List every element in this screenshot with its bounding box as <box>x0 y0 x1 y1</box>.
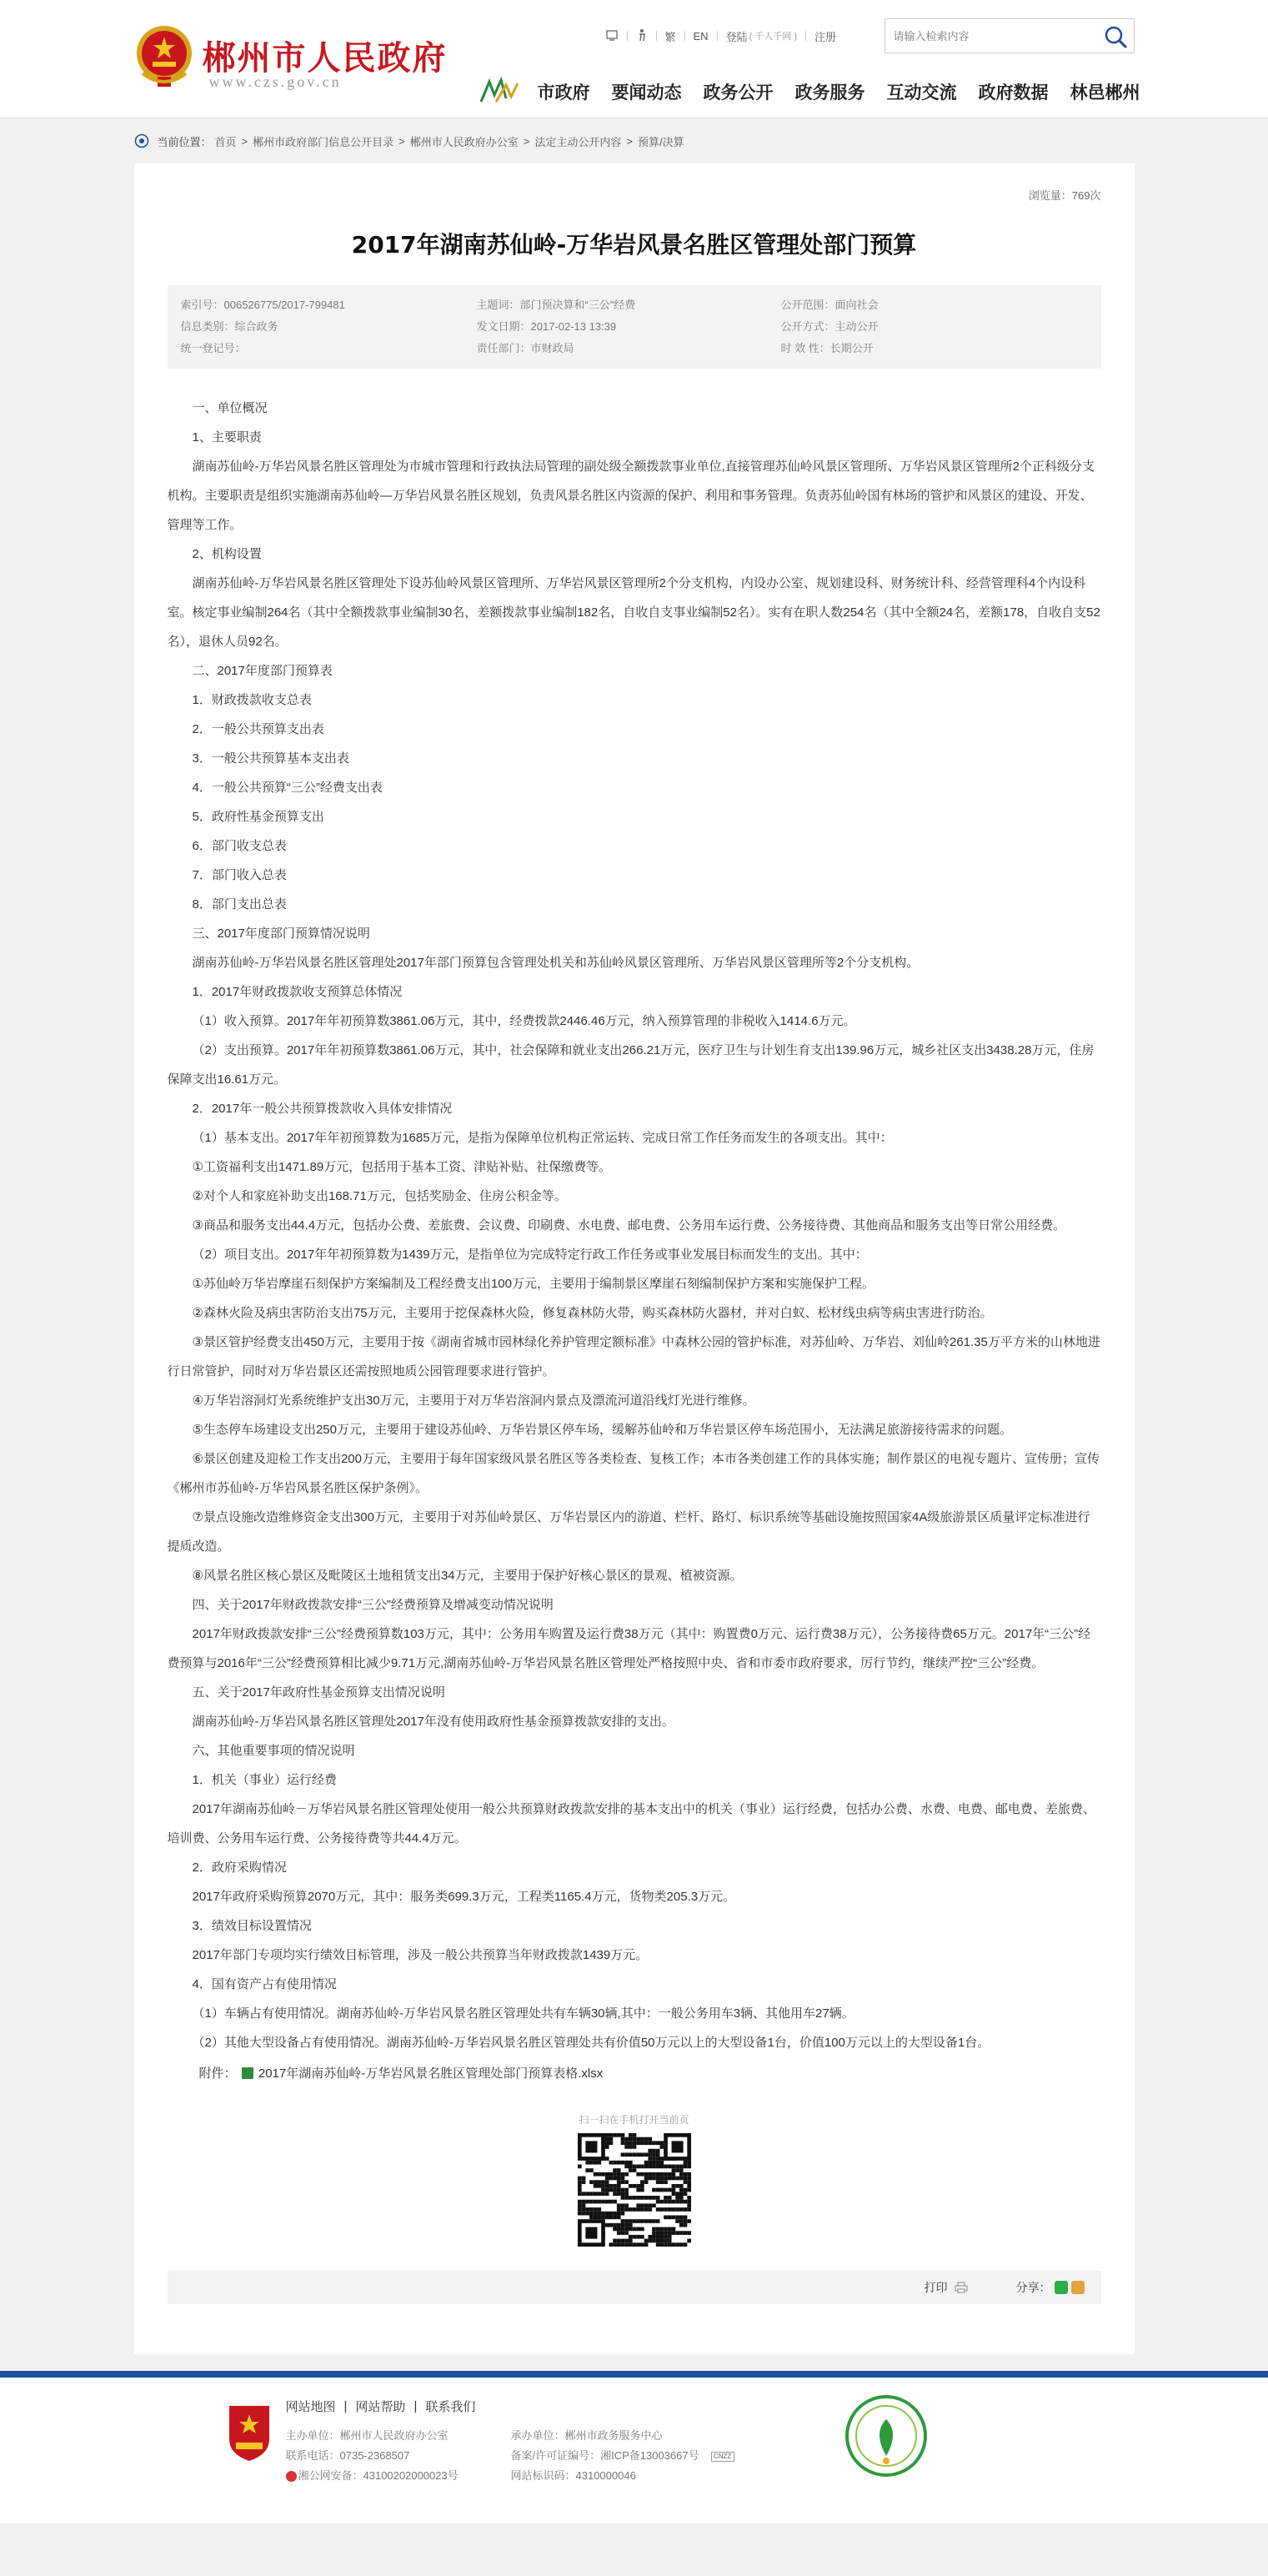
wechat-icon[interactable] <box>1055 2281 1068 2294</box>
main-nav <box>478 77 1140 107</box>
article-paragraph: （2）其他大型设备占有使用情况。湖南苏仙岭-万华岩风景名胜区管理处共有价值50万元以上的大型设备1台，价值100万元以上的大型设备1台。 <box>192 2036 990 2050</box>
article-toolbar <box>168 2271 1101 2304</box>
meta-category: 信息类别：综合政务 <box>180 320 278 333</box>
footer-icp[interactable] <box>511 2446 734 2466</box>
meta-dept: 责任部门：市财政局 <box>476 342 574 354</box>
article-paragraph: 2017年部门专项均实行绩效目标管理，涉及一般公共预算当年财政拨款1439万元。 <box>192 1948 649 1962</box>
site-title: 郴州市人民政府 <box>202 38 448 78</box>
meta-date: 发文日期：2017-02-13 13:39 <box>476 320 617 333</box>
article-paragraph: （2）项目支出。2017年年初预算数为1439万元，是指单位为完成特定行政工作任务或事业发展目标而发生的支出。其中： <box>192 1248 868 1262</box>
breadcrumb-separator: > <box>398 134 405 148</box>
attachment-link[interactable]: 2017年湖南苏仙岭-万华岩风景名胜区管理处部门预算表格.xlsx <box>258 2066 604 2081</box>
divider <box>717 31 718 41</box>
article-paragraph: 8．部门支出总表 <box>192 897 287 911</box>
meta-subject: 主题词：部门预决算和“三公”经费 <box>476 299 636 311</box>
article-paragraph: （1）收入预算。2017年年初预算数3861.06万元，其中，经费拨款2446.46万元，纳入预算管理的非税收入1414.6万元。 <box>192 1014 856 1028</box>
meta-validity: 时 效 性：长期公开 <box>780 342 874 354</box>
share-label: 分享： <box>1015 2281 1051 2294</box>
footer-organizer: 承办单位：郴州市政务服务中心 <box>510 2429 663 2442</box>
nav-item-gov-services[interactable]: 政务服务 <box>794 83 865 103</box>
article-paragraph: ⑥景区创建及迎检工作支出200万元，主要用于每年国家级风景名胜区等各类检查、复核工作；本市各类创建工作的具体实施；制作景区的电视专题片、宣传册；宣传《郴州市苏仙岭-万华岩风景名胜区保护条例》。 <box>167 1452 1100 1495</box>
article-paragraph: 湖南苏仙岭-万华岩风景名胜区管理处2017年没有使用政府性基金预算拨款安排的支出。 <box>192 1715 674 1729</box>
site-footer <box>0 2371 1268 2523</box>
nav-item-gov-affairs[interactable]: 政务公开 <box>703 83 774 103</box>
article-paragraph: 6．部门收支总表 <box>192 839 287 853</box>
footer-link-sitemap[interactable]: 网站地图 <box>285 2400 336 2414</box>
footer-info-left <box>286 2426 459 2486</box>
article-paragraph: 7．部门收入总表 <box>192 868 287 882</box>
nav-item-gov-data[interactable]: 政府数据 <box>978 83 1049 103</box>
article-paragraph: 2．政府采购情况 <box>192 1860 287 1875</box>
article-paragraph: 3．绩效目标设置情况 <box>192 1919 312 1933</box>
footer-links <box>286 2398 476 2415</box>
site-url: www.czs.gov.cn <box>208 73 342 90</box>
article-paragraph: 二、2017年度部门预算表 <box>192 664 333 678</box>
icp-text: 备案/许可证编号：湘ICP备13003667号 <box>510 2449 699 2462</box>
breadcrumb-separator: > <box>626 134 633 148</box>
article-paragraph: ①工资福利支出1471.89万元，包括用于基本工资、津贴补贴、社保缴费等。 <box>192 1160 612 1174</box>
article-paragraph: 湖南苏仙岭-万华岩风景名胜区管理处为市城市管理和行政执法局管理的副处级全额拨款事业单位,直接管理苏仙岭风景区管理所、万华岩风景区管理所2个正科级分支机构。主要职责是组织实施湖南苏仙岭—万华岩风景名胜区规划，负责风景名胜区内资源的保护、利用和事务管理。负责苏仙岭国有林场的管护和风景区的建设、开发、管理等工作。 <box>167 459 1095 532</box>
article-container <box>134 163 1135 2354</box>
footer-link-help[interactable]: 网站帮助 <box>355 2400 406 2414</box>
divider: | <box>413 2399 418 2413</box>
article-paragraph: ②森林火险及病虫害防治支出75万元，主要用于挖保森林火险，修复森林防火带，购买森林防火器材，并对白蚁、松材线虫病等病虫害进行防治。 <box>192 1306 993 1320</box>
article-paragraph: 一、单位概况 <box>192 401 268 415</box>
breadcrumb-label: 当前位置： <box>157 135 212 148</box>
print-button[interactable] <box>925 2279 968 2296</box>
site-logo[interactable] <box>134 18 468 102</box>
article-paragraph: ②对个人和家庭补助支出168.71万元，包括奖励金、住房公积金等。 <box>192 1189 567 1203</box>
article-paragraph: 湖南苏仙岭-万华岩风景名胜区管理处2017年部门预算包含管理处机关和苏仙岭风景区管理所、万华岩风景区管理所等2个分支机构。 <box>192 956 920 970</box>
article-paragraph: 三、2017年度部门预算情况说明 <box>192 926 370 941</box>
meta-reg-no: 统一登记号： <box>180 342 246 354</box>
meta-scope: 公开范围：面向社会 <box>780 299 879 311</box>
divider: | <box>343 2399 348 2413</box>
meta-method: 公开方式：主动公开 <box>780 320 879 333</box>
breadcrumb-statutory[interactable]: 法定主动公开内容 <box>534 135 622 148</box>
article-paragraph: 五、关于2017年政府性基金预算支出情况说明 <box>192 1685 445 1700</box>
breadcrumb-office[interactable]: 郴州市人民政府办公室 <box>409 135 519 148</box>
police-record-text: 湘公网安备：43100202000023号 <box>298 2469 459 2482</box>
location-icon <box>134 133 149 148</box>
article-paragraph: 2017年财政拨款安排“三公”经费预算数103万元，其中：公务用车购置及运行费38万元（其中：购置费0万元、运行费38万元），公务接待费65万元。2017年“三公”经费预算与2016年“三公”经费预算相比减少9.71万元,湖南苏仙岭-万华岩风景名胜区管理处严格按照中央、省和市委市政府要求，厉行节约，继续严控“三公”经费。 <box>167 1627 1091 1670</box>
login-link[interactable]: 登陆 <box>725 30 748 43</box>
article-body <box>168 394 1101 2057</box>
top-links <box>605 27 837 45</box>
qr-caption: 扫一扫在手机打开当前页 <box>579 2114 689 2126</box>
footer-police-record[interactable] <box>286 2466 459 2486</box>
article-paragraph: ③景区管护经费支出450万元，主要用于按《湖南省城市园林绿化养护管理定额标准》中森林公园的管护标准，对苏仙岭、万华岩、刘仙岭261.35万平方米的山林地进行日常管护，同时对万华岩景区还需按照地质公园管理要求进行管护。 <box>167 1335 1100 1378</box>
article-paragraph: 2017年湖南苏仙岭－万华岩风景名胜区管理处使用一般公共预算财政拨款安排的基本支出中的机关（事业）运行经费，包括办公费、水费、电费、邮电费、差旅费、培训费、公务用车运行费、公务接待费等共44.4万元。 <box>167 1802 1095 1845</box>
article-paragraph: 2．2017年一般公共预算拨款收入具体安排情况 <box>192 1102 453 1116</box>
nav-item-news[interactable]: 要闻动态 <box>611 83 682 103</box>
article-paragraph: 5．政府性基金预算支出 <box>192 810 324 824</box>
footer-phone: 联系电话：0735-2368507 <box>285 2449 410 2462</box>
breadcrumb-home[interactable]: 首页 <box>214 135 237 148</box>
nav-decoration-icon <box>478 77 521 107</box>
elder-mode-icon[interactable] <box>636 28 648 44</box>
nav-item-linyi-chenzhou[interactable]: 林邑郴州 <box>1070 83 1140 103</box>
breadcrumb-separator: > <box>241 134 248 148</box>
article-paragraph: 2017年政府采购预算2070万元，其中：服务类699.3万元，工程类1165.4万元，货物类205.3万元。 <box>192 1890 736 1904</box>
article-paragraph: 湖南苏仙岭-万华岩风景名胜区管理处下设苏仙岭风景区管理所、万华岩风景区管理所2个分支机构，内设办公室、规划建设科、财务统计科、经营管理科4个内设科室。核定事业编制264名（其中全额拨款事业编制30名，差额拨款事业编制182名，自收自支事业编制52名）。实有在职人数254名（其中全额24名，差额178，自收自支52名），退休人员92名。 <box>167 576 1100 649</box>
site-header <box>0 0 1268 118</box>
breadcrumb <box>134 118 1135 163</box>
printer-icon <box>955 2282 968 2293</box>
footer-link-contact[interactable]: 联系我们 <box>425 2400 476 2414</box>
article-paragraph: ①苏仙岭万华岩摩崖石刻保护方案编制及工程经费支出100万元，主要用于编制景区摩崖石刻编制保护方案和实施保护工程。 <box>192 1277 875 1291</box>
breadcrumb-catalog[interactable]: 郴州市政府部门信息公开目录 <box>253 135 394 148</box>
weibo-icon[interactable] <box>1071 2281 1085 2294</box>
article-paragraph: 4．国有资产占有使用情况 <box>192 1977 337 1991</box>
accessibility-icon[interactable] <box>605 28 619 44</box>
article-paragraph: 2、机构设置 <box>192 547 262 561</box>
article-paragraph: 4．一般公共预算“三公”经费支出表 <box>192 781 383 795</box>
national-emblem-icon <box>134 23 194 88</box>
article-paragraph: ④万华岩溶洞灯光系统维护支出30万元，主要用于对万华岩溶洞内景点及漂流河道沿线灯光进行维修。 <box>192 1393 755 1408</box>
party-gov-badge-icon[interactable] <box>226 2403 273 2463</box>
traditional-chinese-link[interactable]: 繁 <box>664 30 676 43</box>
nav-item-interaction[interactable]: 互动交流 <box>886 83 957 103</box>
article-paragraph: 3．一般公共预算基本支出表 <box>192 751 349 766</box>
footer-site-code: 网站标识码：4310000046 <box>510 2469 636 2482</box>
article-paragraph: 1．2017年财政拨款收支预算总体情况 <box>192 985 403 999</box>
article-paragraph: 1．财政拨款收支总表 <box>192 693 312 707</box>
article-paragraph: 1、主要职责 <box>192 430 262 444</box>
breadcrumb-budget[interactable]: 预算/决算 <box>637 135 684 148</box>
article-paragraph: ⑧风景名胜区核心景区及毗陵区土地租赁支出34万元，主要用于保护好核心景区的景观、植被资源。 <box>192 1569 743 1583</box>
article-paragraph: ⑦景点设施改造维修资金支出300万元，主要用于对苏仙岭景区、万华岩景区内的游道、栏杆、路灯、标识系统等基础设施按照国家4A级旅游景区质量评定标准进行提质改造。 <box>167 1510 1090 1554</box>
login-note: ( 千人千网 ) <box>749 32 798 42</box>
english-link[interactable]: EN <box>693 29 709 43</box>
divider <box>627 31 628 41</box>
qr-code <box>578 2133 691 2247</box>
article-paragraph: 1．机关（事业）运行经费 <box>192 1773 337 1787</box>
meta-index-no: 索引号：006526775/2017-799481 <box>180 299 345 311</box>
nav-item-city-gov[interactable]: 市政府 <box>537 83 590 103</box>
register-link[interactable]: 注册 <box>814 30 837 43</box>
civilized-city-seal-icon[interactable] <box>844 2394 928 2478</box>
divider <box>805 31 806 41</box>
article-paragraph: （1）基本支出。2017年年初预算数为1685万元，是指为保障单位机构正常运转、完成日常工作任务而发生的各项支出。其中： <box>192 1131 893 1145</box>
article-paragraph: 六、其他重要事项的情况说明 <box>192 1744 355 1758</box>
article-paragraph: 四、关于2017年财政拨款安排“三公”经费预算及增减变动情况说明 <box>192 1598 554 1612</box>
breadcrumb-separator: > <box>523 134 530 148</box>
search-box <box>885 18 1135 53</box>
search-icon[interactable] <box>1102 23 1129 50</box>
footer-sponsor: 主办单位：郴州市人民政府办公室 <box>285 2429 449 2442</box>
article-paragraph: （1）车辆占有使用情况。湖南苏仙岭-万华岩风景名胜区管理处共有车辆30辆,其中：一般公务用车3辆、其他用车27辆。 <box>192 2006 855 2021</box>
view-count: 浏览量：769次 <box>1028 189 1101 202</box>
print-label: 打印 <box>924 2281 948 2294</box>
search-input[interactable] <box>885 19 1085 53</box>
qr-section <box>168 2112 1101 2249</box>
share-section <box>1016 2279 1085 2296</box>
excel-file-icon <box>242 2067 253 2079</box>
article-paragraph: （2）支出预算。2017年年初预算数3861.06万元，其中，社会保障和就业支出266.21万元，医疗卫生与计划生育支出139.96万元，城乡社区支出3438.28万元，住房保障支出16.61万元。 <box>167 1043 1095 1087</box>
divider <box>684 31 685 41</box>
footer-info-right <box>511 2426 734 2486</box>
page-title: 2017年湖南苏仙岭-万华岩风景名胜区管理处部门预算 <box>351 231 917 259</box>
metadata-table <box>168 285 1101 369</box>
attachment-label: 附件： <box>198 2066 237 2081</box>
article-paragraph: 2．一般公共预算支出表 <box>192 722 324 736</box>
police-badge-icon <box>286 2471 297 2482</box>
divider <box>656 31 657 41</box>
article-paragraph: ③商品和服务支出44.4万元，包括办公费、差旅费、会议费、印刷费、水电费、邮电费、公务用车运行费、公务接待费、其他商品和服务支出等日常公用经费。 <box>192 1218 1066 1233</box>
cnzz-badge[interactable]: CNZZ <box>711 2452 734 2462</box>
attachment <box>168 2059 1101 2088</box>
article-paragraph: ⑤生态停车场建设支出250万元，主要用于建设苏仙岭、万华岩景区停车场，缓解苏仙岭和万华岩景区停车场范围小，无法满足旅游接待需求的问题。 <box>192 1423 1012 1437</box>
